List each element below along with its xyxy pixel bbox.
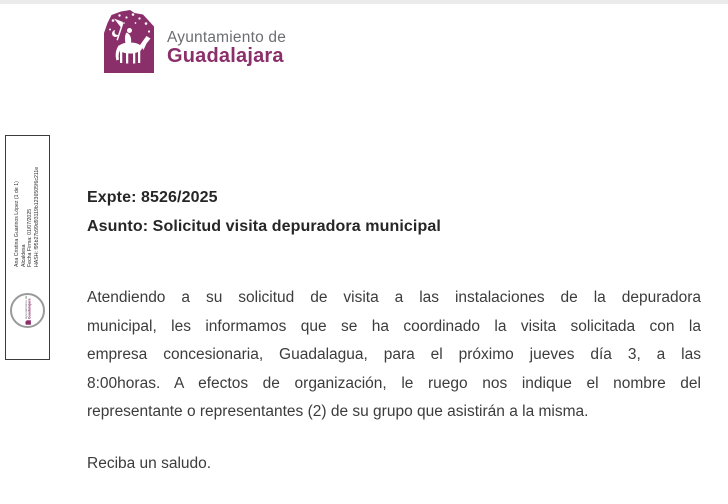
subject-line: Asunto: Solicitud visita depuradora municipal — [87, 218, 441, 235]
signature-strip — [5, 135, 50, 360]
org-name — [167, 29, 286, 73]
body-line-3: empresa concesionaria, Guadalagua, para el próximo jueves día 3, a las — [87, 346, 701, 363]
signature-stamp — [10, 293, 45, 328]
signer-name: Ana Cristina Guarinos López (1 de 1) — [14, 181, 20, 267]
city-emblem-icon — [104, 10, 154, 73]
signature-date: Fecha Firma: 01/07/2025 — [27, 208, 33, 267]
body-line-2: municipal, les informamos que se ha coordinado la visita solicitada con la — [87, 317, 701, 335]
org-name-line1: Ayuntamiento de — [167, 29, 287, 46]
stamp-org-line2: Guadalajara — [26, 298, 32, 320]
org-logo — [104, 10, 286, 73]
body-line-1: Atendiendo a su solicitud de visita a las instalaciones de la depuradora — [87, 289, 701, 306]
org-name-line2: Guadalajara — [167, 45, 284, 67]
letter-body — [87, 284, 701, 427]
body-line-4: 8:00horas. A efectos de organización, le ruego nos indique el nombre del — [87, 374, 701, 392]
signer-role: Alcaldesa — [20, 244, 27, 267]
stamp-emblem-icon — [25, 320, 31, 325]
page-top-edge — [0, 0, 728, 4]
stamp-org-line1: Ayuntamiento de — [23, 295, 28, 320]
signature-text-block — [14, 141, 40, 267]
stamp-content — [24, 296, 31, 325]
signature-hash: HASH: f95b27b99d93119b1236505f6c211e — [33, 166, 40, 267]
closing-salutation: Reciba un saludo. — [87, 455, 212, 472]
body-line-5: representante o representantes (2) de su grupo que asistirán a la misma. — [87, 403, 589, 420]
case-number-line: Expte: 8526/2025 — [87, 189, 218, 206]
